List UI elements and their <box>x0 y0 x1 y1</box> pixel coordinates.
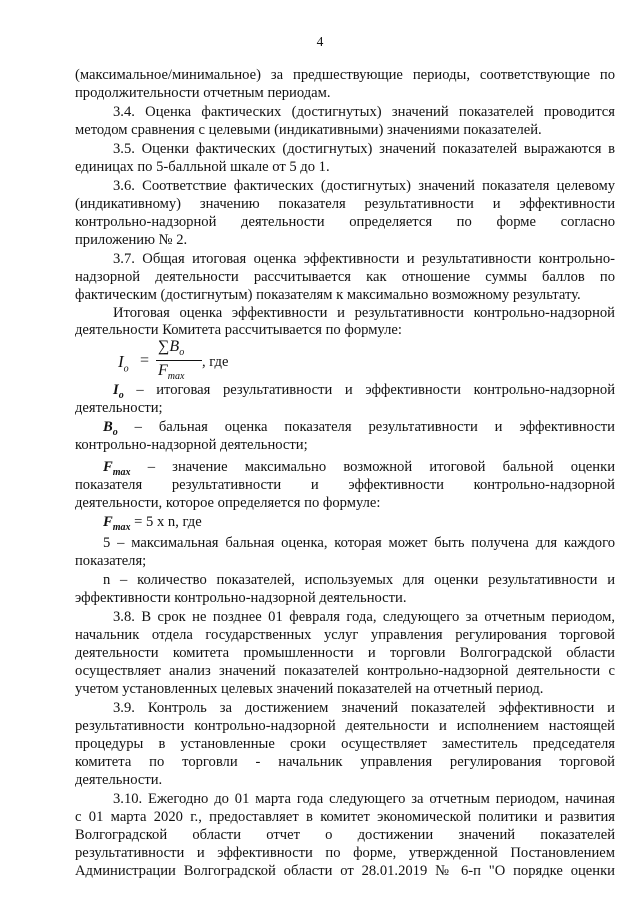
text-line: осуществляет анализ значений показателей контрольно-надзорной деятельности с <box>75 663 615 679</box>
text-line: Волгоградской области отчет о достижении значений показателей <box>75 827 615 843</box>
text-line: методом сравнения с целевыми (индикативными) значениями показателей. <box>75 122 542 138</box>
text-line: деятельности; <box>75 400 163 416</box>
text-line: результативности контрольно-надзорной деятельности и исполнением настоящей <box>75 718 615 734</box>
text-line: $F_{max} = 5$ x n, где <box>103 514 202 533</box>
text-line: комитета по торговли - начальник управления регулирования торговой <box>75 754 615 770</box>
text-line: 3.9. Контроль за достижением значений показателей эффективности и <box>113 700 615 716</box>
page-number: 4 <box>316 34 324 49</box>
text-line: $B_o$ – бальная оценка показателя результативности и эффективности <box>103 419 615 438</box>
text-line: эффективности контрольно-надзорной деятельности. <box>75 590 407 606</box>
text-line: результативности и эффективности по форме, утвержденной Постановлением <box>75 845 615 861</box>
text-line: начальник отдела государственных услуг управления регулирования торговой <box>75 627 615 643</box>
text-line: 3.5. Оценки фактических (достигнутых) значений показателей выражаются в <box>113 141 615 157</box>
formula-denominator: $F_{max}$ <box>158 362 185 383</box>
text-line: контрольно-надзорной деятельности; <box>75 437 308 453</box>
text-line: $F_{max}$ – значение максимально возможной итоговой бальной оценки <box>103 459 615 478</box>
text-line: контрольно-надзорной деятельности определяется по форме согласно <box>75 214 615 230</box>
text-line: n – количество показателей, используемых для оценки результативности и <box>103 572 615 588</box>
text-line: 5 – максимальная бальная оценка, которая может быть получена для каждого <box>103 535 615 551</box>
text-line: 3.4. Оценка фактических (достигнутых) значений показателей проводится <box>113 104 615 120</box>
text-line: процедуры в установленные сроки осуществляет заместитель председателя <box>75 736 615 752</box>
text-line: 3.6. Соответствие фактических (достигнутых) значений показателя целевому <box>113 178 615 194</box>
text-line: деятельности. <box>75 772 163 788</box>
text-line: надзорной деятельности рассчитывается как отношение суммы баллов по <box>75 269 615 285</box>
formula-suffix: , где <box>202 354 229 370</box>
symbol-fmax: $F_{max}$ <box>103 514 131 533</box>
text-line: Итоговая оценка эффективности и результативности контрольно-надзорной <box>113 305 615 321</box>
text-line: $I_o$ – итоговая результативности и эффективности контрольно-надзорной <box>113 382 615 401</box>
symbol-fmax: $F_{max}$ <box>103 459 131 478</box>
text-line: деятельности, которое определяется по формуле: <box>75 495 381 511</box>
text-line: (индикативному) значению показателя результативности и эффективности <box>75 196 615 212</box>
formula-equals: = <box>140 352 150 369</box>
text-line: единицах по 5-балльной шкале от 5 до 1. <box>75 159 330 175</box>
text-line: приложению № 2. <box>75 232 188 248</box>
text-line: продолжительности отчетным периодам. <box>75 85 331 101</box>
symbol-io: $I_o$ <box>113 382 124 401</box>
formula-lhs: $I_o$ <box>118 352 129 375</box>
text-line: 3.8. В срок не позднее 01 февраля года, следующего за отчетным периодом, <box>113 609 615 625</box>
formula-numerator: $\sum B_o$ <box>158 338 185 359</box>
text-line: Администрации Волгоградской области от 28.01.2019 № 6-п "О порядке оценки <box>75 863 615 879</box>
text-line: показателя результативности и эффективности контрольно-надзорной <box>75 477 615 493</box>
text-line: 3.7. Общая итоговая оценка эффективности и результативности контрольно- <box>113 251 615 267</box>
text-line: показателя; <box>75 553 147 569</box>
text-line: деятельности Комитета рассчитывается по формуле: <box>75 322 402 338</box>
text-line: (максимальное/минимальное) за предшествующие периоды, соответствующие по <box>75 67 615 83</box>
text-line: деятельности комитета промышленности и торговли Волгоградской области <box>75 645 615 661</box>
text-line: 3.10. Ежегодно до 01 марта года следующего за отчетным периодом, начиная <box>113 791 615 807</box>
text-line: с 01 марта 2020 г., предоставляет в комитет экономической политики и развития <box>75 809 615 825</box>
text-line: фактическим (достигнутым) показателям к максимально возможному результату. <box>75 287 581 303</box>
text-line: учетом установленных целевых значений показателей на отчетный период. <box>75 681 544 697</box>
symbol-bo: $B_o$ <box>103 419 118 438</box>
fraction-bar <box>156 360 202 361</box>
